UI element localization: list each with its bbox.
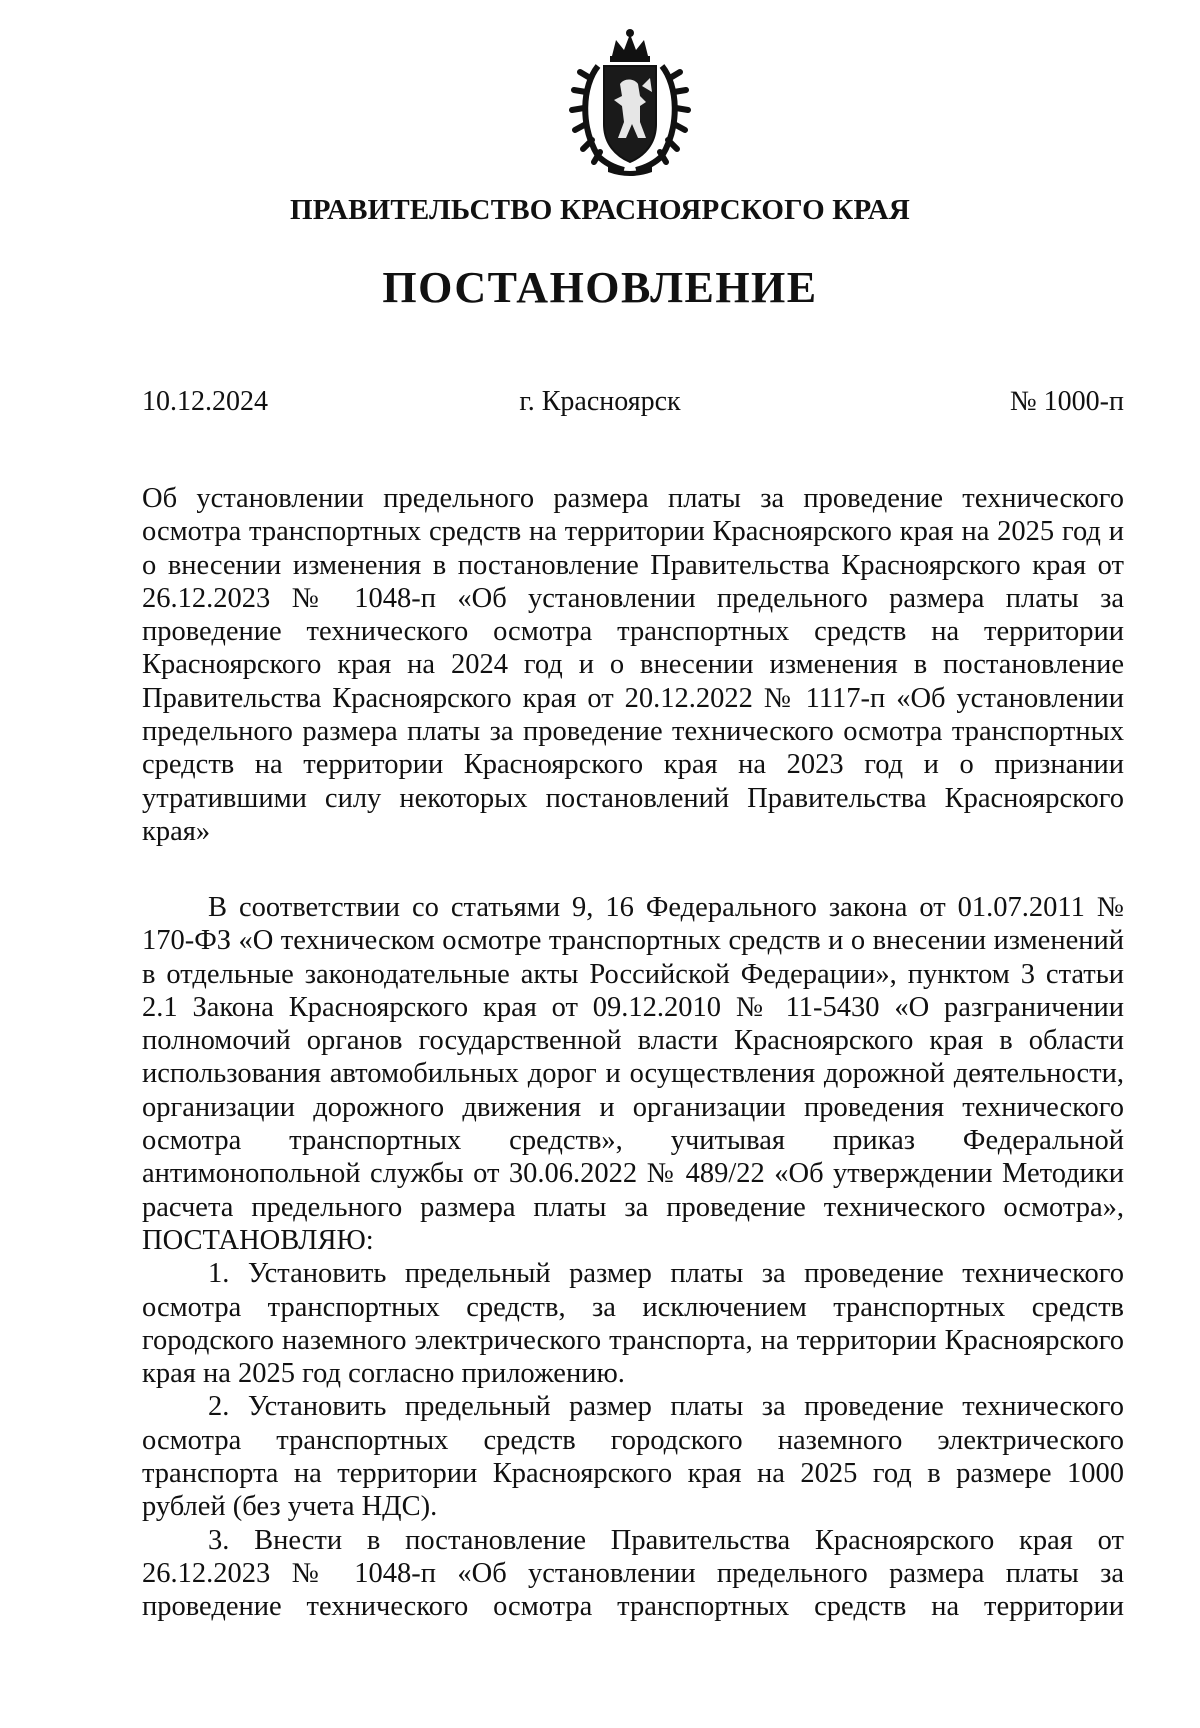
document-type: ПОСТАНОВЛЕНИЕ — [382, 263, 818, 312]
krasnoyarsk-coat-of-arms-icon — [568, 26, 692, 176]
item-1-paragraph: 1. Установить предельный размер платы за проведение технического осмотра транспортных средств, за исключением транспортных средств городского наземного электрического транспорта, на территории Красноярского края на 2025 год согласно приложению. — [142, 1258, 1124, 1390]
preamble-paragraph: В соответствии со статьями 9, 16 Федерального закона от 01.07.2011 № 170-ФЗ «О техническом осмотре транспортных средств и о внесении изменений в отдельные законодательные акты Российской Федерации», пунктом 3 статьи 2.1 Закона Красноярского края от 09.12.2010 № 11-5430 «О разграничении полномочий органов государственной власти Красноярского края в области использования автомобильных дорог и осуществления дорожной деятельности, организации дорожного движения и организации проведения технического осмотра транспортных средств», учитывая приказ Федеральной антимонопольной службы от 30.06.2022 № 489/22 «Об утверждении Методики расчета предельного размера платы за проведение технического осмотра», ПОСТАНОВЛЯЮ: — [142, 892, 1124, 1256]
document-title — [142, 482, 1124, 848]
document-body — [142, 891, 1124, 1624]
document-date: 10.12.2024 — [142, 386, 268, 417]
organization-name: ПРАВИТЕЛЬСТВО КРАСНОЯРСКОГО КРАЯ — [289, 194, 911, 226]
document-title-text: Об установлении предельного размера платы за проведение технического осмотра транспортных средств на территории Красноярского края на 2025 год и о внесении изменения в постановление Правительства Красноярского края от 26.12.2023 № 1048-п «Об установлении предельного размера платы за проведение технического осмотра транспортных средств на территории Красноярского края на 2024 год и о внесении изменения в постановление Правительства Красноярского края от 20.12.2022 № 1117-п «Об установлении предельного размера платы за проведение технического осмотра транспортных средств на территории Красноярского края на 2023 год и о признании утратившими силу некоторых постановлений Правительства Красноярского края» — [142, 483, 1124, 847]
item-2-paragraph: 2. Установить предельный размер платы за проведение технического осмотра транспортных средств городского наземного электрического транспорта на территории Красноярского края на 2025 год в размере 1000 рублей (без учета НДС). — [142, 1391, 1124, 1523]
document-city: г. Красноярск — [519, 386, 681, 417]
document-number: № 1000-п — [1009, 386, 1124, 417]
item-3-paragraph: 3. Внести в постановление Правительства Красноярского края от 26.12.2023 № 1048-п «Об установлении предельного размера платы за проведение технического осмотра транспортных средств на территории — [142, 1524, 1124, 1623]
